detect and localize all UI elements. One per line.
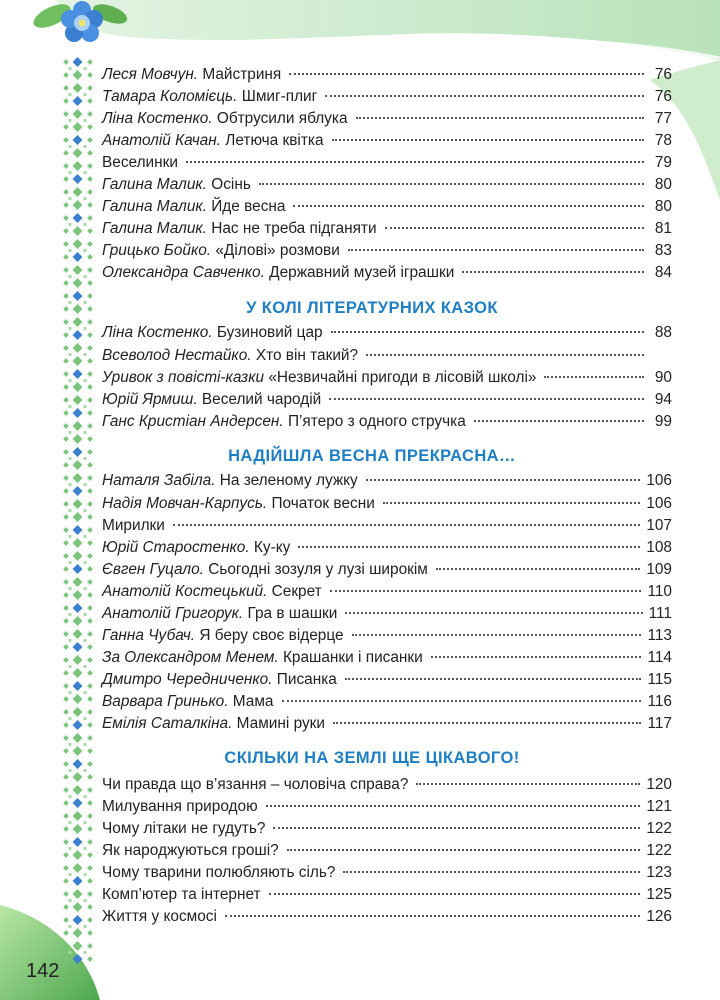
toc-entry <box>102 884 672 906</box>
entry-title: Чи правда що в’язання – чоловіча справа? <box>102 776 409 793</box>
entry-author: Грицько Бойко. <box>102 242 212 259</box>
dot-leader <box>289 73 644 75</box>
entry-title: «Незвичайні пригоди в лісовій школі» <box>268 369 537 386</box>
toc-entry <box>102 152 672 174</box>
toc-entry <box>102 515 672 537</box>
dot-leader <box>436 568 640 570</box>
entry-author: Галина Малик. <box>102 198 207 215</box>
entry-title: Чому літаки не гудуть? <box>102 820 266 837</box>
entry-page: 83 <box>654 242 672 259</box>
toc-entry <box>102 581 672 603</box>
dot-leader <box>366 354 644 356</box>
entry-page: 109 <box>646 561 672 578</box>
toc-entry <box>102 262 672 284</box>
entry-title: Шмиг-плиг <box>241 88 318 105</box>
entry-page: 117 <box>647 715 672 732</box>
entry-title: Писанка <box>276 671 337 688</box>
entry-author: Юрій Ярмиш. <box>102 391 198 408</box>
dot-leader <box>259 183 644 185</box>
entry-page: 80 <box>654 176 672 193</box>
entry-page: 121 <box>646 798 672 815</box>
toc-entry <box>102 218 672 240</box>
entry-author: Леся Мовчун. <box>102 66 199 83</box>
toc-entry <box>102 196 672 218</box>
entry-title: Гра в шашки <box>247 605 338 622</box>
entry-title: Обтрусили яблука <box>216 110 348 127</box>
entry-author: Євген Гуцало. <box>102 561 204 578</box>
toc-entry <box>102 64 672 86</box>
dot-leader <box>287 849 641 851</box>
entry-page: 114 <box>647 649 672 666</box>
entry-page: 122 <box>646 820 672 837</box>
dot-leader <box>385 227 644 229</box>
toc-entry <box>102 174 672 196</box>
dot-leader <box>343 871 640 873</box>
dot-leader <box>266 805 641 807</box>
section-title: СКІЛЬКИ НА ЗЕМЛІ ЩЕ ЦІКАВОГО! <box>224 749 520 767</box>
dot-leader <box>366 479 641 481</box>
dot-leader <box>383 502 641 504</box>
entry-title: Життя у космосі <box>102 908 217 925</box>
toc-entry <box>102 470 672 492</box>
entry-author: Варвара Гринько. <box>102 693 229 710</box>
toc-entry <box>102 367 672 389</box>
toc-entry <box>102 559 672 581</box>
entry-page: 116 <box>647 693 672 710</box>
entry-page: 81 <box>654 220 672 237</box>
toc-entry <box>102 108 672 130</box>
dot-leader <box>544 376 644 378</box>
entry-page: 90 <box>654 369 672 386</box>
entry-author: Емілія Саталкіна. <box>102 715 233 732</box>
embroidery-border <box>63 57 93 964</box>
dot-leader <box>348 249 644 251</box>
entry-page: 79 <box>654 154 672 171</box>
toc-entry <box>102 669 672 691</box>
entry-page: 99 <box>654 413 672 430</box>
entry-author: Анатолій Костецький. <box>102 583 268 600</box>
entry-page: 113 <box>647 627 672 644</box>
entry-author: Надія Мовчан-Карпусь. <box>102 495 268 512</box>
entry-title: Державний музей іграшки <box>269 264 455 281</box>
dot-leader <box>345 612 642 614</box>
toc-entry <box>102 818 672 840</box>
toc-entry <box>102 796 672 818</box>
dot-leader <box>325 95 644 97</box>
toc-entry <box>102 713 672 735</box>
entry-author: За Олександром Менем. <box>102 649 279 666</box>
entry-author: Анатолій Качан. <box>102 132 221 149</box>
entry-title: Крашанки і писанки <box>282 649 423 666</box>
entry-page: 108 <box>646 539 672 556</box>
entry-author: Ганна Чубач. <box>102 627 196 644</box>
dot-leader <box>269 893 641 895</box>
dot-leader <box>416 783 640 785</box>
dot-leader <box>462 271 644 273</box>
entry-page: 76 <box>654 88 672 105</box>
entry-author: Уривок з повісті-казки <box>102 369 265 386</box>
dot-leader <box>225 915 640 917</box>
entry-title: «Ділові» розмови <box>215 242 340 259</box>
entry-page: 115 <box>647 671 672 688</box>
entry-page: 106 <box>646 472 672 489</box>
entry-author: Олександра Савченко. <box>102 264 265 281</box>
dot-leader <box>333 722 641 724</box>
entry-author: Наталя Забіла. <box>102 472 216 489</box>
entry-page: 110 <box>647 583 672 600</box>
entry-title: Летюча квітка <box>225 132 324 149</box>
entry-author: Тамара Коломієць. <box>102 88 238 105</box>
entry-author: Всеволод Нестайко. <box>102 347 252 364</box>
entry-title: Нас не треба підганяти <box>211 220 377 237</box>
toc-entry <box>102 906 672 928</box>
top-wave-band <box>55 0 720 60</box>
dot-leader <box>474 420 644 422</box>
toc-entry <box>102 862 672 884</box>
entry-title: Мама <box>232 693 274 710</box>
entry-author: Галина Малик. <box>102 176 207 193</box>
entry-title: Комп’ютер та інтернет <box>102 886 261 903</box>
entry-title: Сьогодні зозуля у лузі широкім <box>208 561 428 578</box>
toc-entry <box>102 322 672 344</box>
dot-leader <box>352 634 642 636</box>
dot-leader <box>282 700 642 702</box>
toc-entry <box>102 240 672 262</box>
page-number: 142 <box>26 960 60 982</box>
entry-page: 122 <box>646 842 672 859</box>
entry-author: Ліна Костенко. <box>102 324 213 341</box>
entry-author: Анатолій Григорук. <box>102 605 244 622</box>
entry-page: 94 <box>654 391 672 408</box>
entry-title: Я беру своє відерце <box>199 627 344 644</box>
entry-title: Йде весна <box>211 198 286 215</box>
entry-title: Мамині руки <box>236 715 326 732</box>
entry-page: 76 <box>654 66 672 83</box>
entry-title: Милування природою <box>102 798 258 815</box>
dot-leader <box>330 590 642 592</box>
entry-title: Хто він такий? <box>255 347 359 364</box>
entry-title: Початок весни <box>271 495 375 512</box>
toc-entry <box>102 774 672 796</box>
entry-title: Осінь <box>211 176 251 193</box>
entry-page: 88 <box>654 324 672 341</box>
toc-entry <box>102 625 672 647</box>
dot-leader <box>332 139 644 141</box>
toc-entry <box>102 537 672 559</box>
dot-leader <box>293 205 644 207</box>
entry-page: 77 <box>654 110 672 127</box>
entry-title: Чому тварини полюбляють сіль? <box>102 864 336 881</box>
entry-title: Як народжуються гроші? <box>102 842 279 859</box>
entry-page: 125 <box>646 886 672 903</box>
dot-leader <box>273 827 640 829</box>
dot-leader <box>345 678 642 680</box>
entry-author: Ганс Кристіан Андерсен. <box>102 413 284 430</box>
entry-page: 107 <box>646 517 672 534</box>
dot-leader <box>186 161 644 163</box>
entry-author: Юрій Старостенко. <box>102 539 250 556</box>
toc-entry <box>102 840 672 862</box>
toc-entry <box>102 603 672 625</box>
dot-leader <box>329 398 644 400</box>
entry-title: Майстриня <box>202 66 282 83</box>
dot-leader <box>298 546 640 548</box>
entry-author: Дмитро Чередниченко. <box>102 671 273 688</box>
entry-page: 120 <box>646 776 672 793</box>
toc-entry <box>102 345 672 367</box>
entry-page: 106 <box>646 495 672 512</box>
entry-title: На зеленому лужку <box>219 472 358 489</box>
toc-entry <box>102 130 672 152</box>
entry-title: Веселинки <box>102 154 178 171</box>
entry-page: 126 <box>646 908 672 925</box>
entry-page: 123 <box>646 864 672 881</box>
toc-entry <box>102 389 672 411</box>
entry-page: 80 <box>654 198 672 215</box>
section-title: У КОЛІ ЛІТЕРАТУРНИХ КАЗОК <box>246 299 498 317</box>
entry-author: Ліна Костенко. <box>102 110 213 127</box>
toc-entry <box>102 411 672 433</box>
entry-title: Ку-ку <box>253 539 291 556</box>
entry-author: Галина Малик. <box>102 220 207 237</box>
entry-page: 111 <box>648 605 672 622</box>
entry-page: 78 <box>654 132 672 149</box>
entry-title: Секрет <box>271 583 322 600</box>
dot-leader <box>431 656 642 658</box>
toc-entry <box>102 493 672 515</box>
entry-title: Бузиновий цар <box>216 324 323 341</box>
section-title: НАДІЙШЛА ВЕСНА ПРЕКРАСНА… <box>228 447 516 465</box>
dot-leader <box>173 524 640 526</box>
dot-leader <box>356 117 645 119</box>
entry-title: Веселий чародій <box>201 391 322 408</box>
toc-entry <box>102 691 672 713</box>
toc-entry <box>102 647 672 669</box>
entry-page: 84 <box>654 264 672 281</box>
entry-title: П’ятеро з одного стручка <box>287 413 466 430</box>
dot-leader <box>331 331 644 333</box>
entry-title: Мирилки <box>102 517 165 534</box>
toc-entry <box>102 86 672 108</box>
